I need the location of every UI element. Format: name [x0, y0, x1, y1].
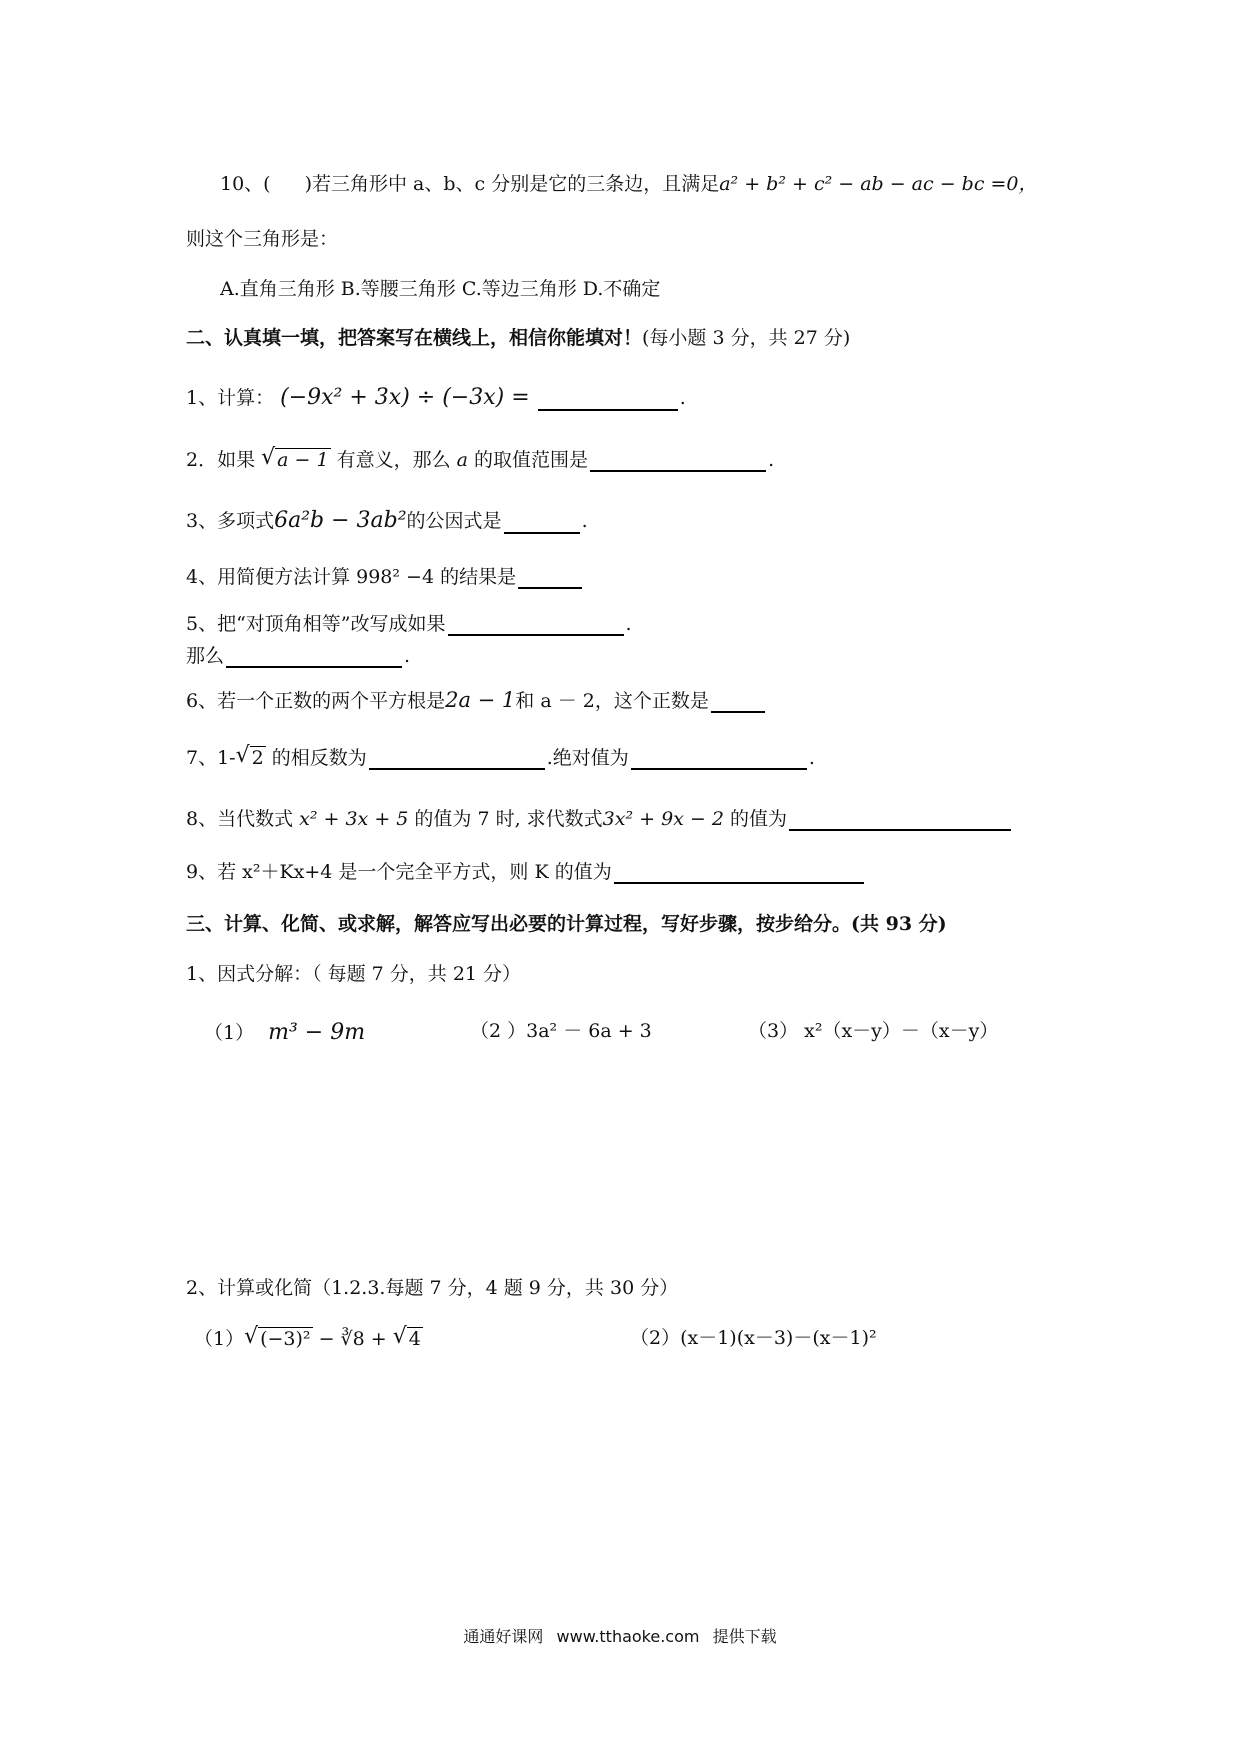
- fill-q5-text2: 那么: [186, 645, 225, 667]
- fill-q3-prefix: 3、多项式: [186, 510, 275, 532]
- fill-q5-end1: .: [625, 613, 632, 635]
- sub2-problem1-mid: − ∛8 +: [318, 1328, 387, 1350]
- fill-q6: [186, 688, 767, 713]
- fill-q5-if-blank[interactable]: [448, 616, 624, 636]
- sub1-problem3: （3） x²（x－y）－（x－y）: [748, 1020, 999, 1042]
- fill-q7-end: .: [808, 747, 815, 769]
- fill-q8-answer-blank[interactable]: [789, 811, 1011, 831]
- sub2-problem1-label: （1）: [194, 1328, 245, 1350]
- fill-q3-end: .: [581, 510, 588, 532]
- fill-q1-answer-blank[interactable]: [538, 391, 678, 411]
- fill-q6-answer-blank[interactable]: [711, 693, 765, 713]
- section3-sub2-title: 2、计算或化简（1.2.3.每题 7 分，4 题 9 分，共 30 分）: [186, 1277, 679, 1299]
- fill-q2-end: .: [768, 449, 775, 471]
- q10-text: )若三角形中 a、b、c 分别是它的三条边，且满足: [304, 173, 720, 195]
- fill-q5-line2: [186, 645, 410, 668]
- section2-heading: [186, 327, 850, 350]
- footer-site-name: 通通好课网: [463, 1627, 544, 1646]
- fill-q8-prefix: 8、当代数式: [186, 808, 294, 830]
- q10-expression: a² + b² + c² − ab − ac − bc =0，: [719, 173, 1038, 195]
- fill-q9-text: 9、若 x²＋Kx+4 是一个完全平方式，则 K 的值为: [186, 861, 612, 883]
- q10-line: [220, 173, 1038, 196]
- sub2-problem1-radicand: (−3)²: [260, 1328, 311, 1350]
- fill-q3-answer-blank[interactable]: [504, 514, 580, 534]
- fill-q8-expression1: x² + 3x + 5: [299, 808, 409, 830]
- fill-q3-suffix: 的公因式是: [406, 510, 502, 532]
- sub2-problem2: （2）(x－1)(x－3)－(x－1)²: [630, 1327, 877, 1349]
- fill-q7-absolute-blank[interactable]: [631, 750, 807, 770]
- footer-suffix: 提供下载: [712, 1627, 777, 1646]
- page-footer: [0, 1624, 1240, 1647]
- fill-q7-mid2: .绝对值为: [546, 747, 629, 769]
- fill-q9-answer-blank[interactable]: [614, 864, 864, 884]
- fill-q1-expression: (−9x² + 3x) ÷ (−3x) =: [280, 385, 530, 410]
- fill-q8-mid: 的值为 7 时, 求代数式: [414, 808, 603, 830]
- sub1-problem1-expression: m³ − 9m: [268, 1020, 366, 1045]
- sub2-problem1-sqrt2: [393, 1327, 423, 1351]
- sub1-problem1-label: （1）: [204, 1022, 255, 1044]
- section3-heading: 三、计算、化简、或求解，解答应写出必要的计算过程，写好步骤，按步给分。(共 93 分): [186, 913, 947, 935]
- fill-q5-text1: 5、把“对顶角相等”改写成如果: [186, 613, 446, 635]
- fill-q7-sqrt: [236, 746, 266, 770]
- fill-q8-suffix: 的值为: [730, 808, 788, 830]
- footer-url: www.tthaoke.com: [556, 1627, 700, 1646]
- fill-q3: [186, 508, 588, 534]
- fill-q2-variable: a: [456, 449, 468, 471]
- fill-q2-radicand: a − 1: [277, 449, 329, 471]
- q10-continuation: 则这个三角形是：: [186, 228, 339, 250]
- section3-sub1-title: 1、因式分解：（ 每题 7 分，共 21 分）: [186, 963, 522, 985]
- fill-q4: [186, 566, 584, 589]
- fill-q2-sqrt: [261, 448, 330, 472]
- q10-options: A.直角三角形 B.等腰三角形 C.等边三角形 D.不确定: [220, 278, 661, 300]
- fill-q7: [186, 746, 815, 770]
- fill-q8: [186, 808, 1013, 831]
- fill-q6-mid: 和 a － 2，这个正数是: [515, 690, 709, 712]
- fill-q7-mid: 的相反数为: [271, 747, 367, 769]
- fill-q1-prefix: 1、计算：: [186, 387, 275, 409]
- fill-q2-answer-blank[interactable]: [590, 452, 766, 472]
- fill-q4-text: 4、用简便方法计算 998² −4 的结果是: [186, 566, 517, 588]
- fill-q8-expression2: 3x² + 9x − 2: [602, 808, 724, 830]
- fill-q9: [186, 861, 866, 884]
- fill-q1-end: .: [679, 387, 686, 409]
- fill-q2-mid: 有意义，那么: [336, 449, 451, 471]
- fill-q6-prefix: 6、若一个正数的两个平方根是: [186, 690, 446, 712]
- fill-q4-answer-blank[interactable]: [518, 569, 582, 589]
- fill-q2-prefix: 2．如果: [186, 449, 256, 471]
- fill-q6-expression: 2a − 1: [445, 688, 516, 712]
- sub2-problem1-radicand2: 4: [408, 1328, 421, 1350]
- fill-q7-opposite-blank[interactable]: [369, 750, 545, 770]
- fill-q1: [186, 385, 686, 411]
- fill-q2-suffix: 的取值范围是: [474, 449, 589, 471]
- q10-number: 10、(: [220, 173, 271, 195]
- sub1-problem2: （2 ）3a² － 6a + 3: [470, 1020, 652, 1042]
- fill-q7-radicand: 2: [251, 747, 264, 769]
- sub2-problem1-sqrt: [244, 1327, 312, 1351]
- sub1-problem1: [204, 1020, 365, 1046]
- section2-points: (每小题 3 分，共 27 分): [642, 327, 851, 349]
- sub2-problem1: [194, 1327, 423, 1351]
- fill-q7-prefix: 7、1-: [186, 747, 236, 769]
- fill-q5-then-blank[interactable]: [226, 648, 402, 668]
- fill-q2: [186, 448, 774, 472]
- fill-q5-line1: [186, 613, 632, 636]
- fill-q3-expression: 6a²b − 3ab²: [274, 508, 407, 533]
- fill-q5-end2: .: [404, 645, 411, 667]
- section2-title: 二、认真填一填，把答案写在横线上，相信你能填对！: [186, 327, 643, 349]
